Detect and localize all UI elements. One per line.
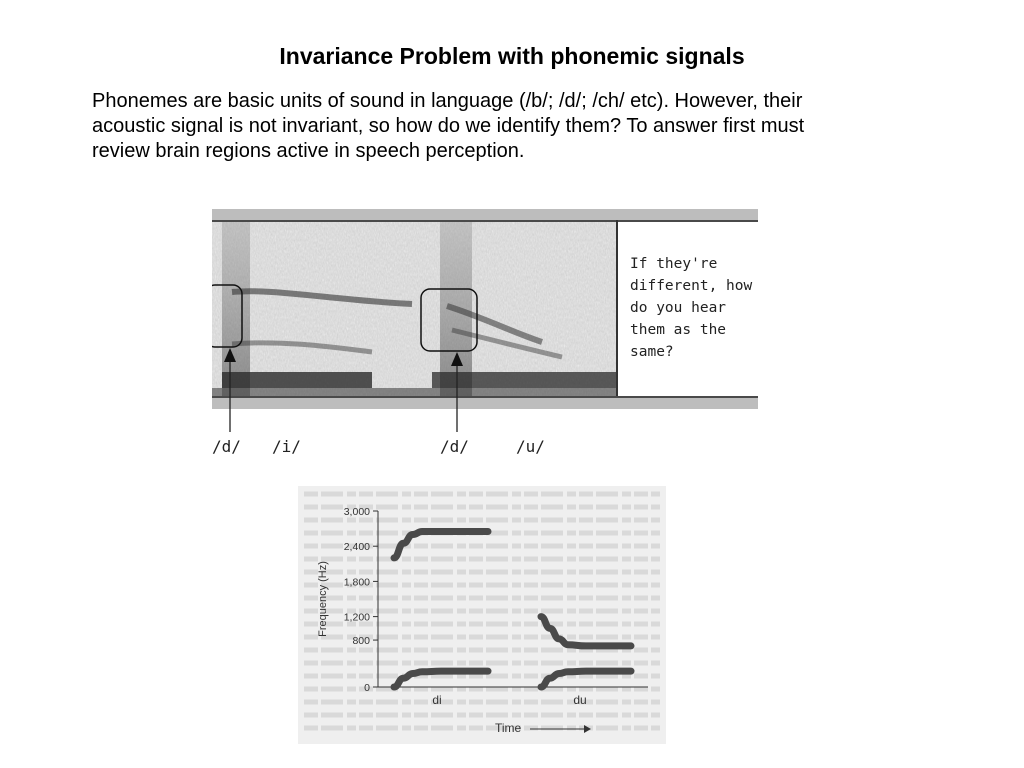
spectrogram-note: If they're different, how do you hear them as the same? [630, 256, 753, 360]
y-tick-label: 0 [364, 682, 370, 694]
phoneme-label-d1: /d/ [212, 437, 241, 456]
x-category-label: du [573, 693, 587, 707]
y-tick-label: 2,400 [343, 541, 370, 554]
formant-line-du-f1 [541, 671, 631, 687]
spectrogram-divider [616, 220, 618, 398]
body-line: review brain regions active in speech perception. [92, 140, 525, 162]
y-tick-label: 3,000 [343, 506, 370, 518]
slide-title: Invariance Problem with phonemic signals [279, 43, 745, 69]
phoneme-arrows [200, 340, 500, 440]
phoneme-label-d2: /d/ [440, 437, 469, 456]
y-axis-label: Frequency (Hz) [317, 561, 329, 637]
body-line: acoustic signal is not invariant, so how do we identify them? To answer first must [92, 115, 805, 137]
y-tick-label: 800 [352, 635, 370, 648]
formant-chart [298, 486, 666, 744]
y-tick-label: 1,200 [343, 611, 370, 624]
x-axis-label: Time [495, 721, 522, 735]
y-tick-label: 1,800 [343, 576, 370, 589]
formant-line-di-f1 [394, 671, 488, 687]
phoneme-label-u: /u/ [516, 437, 545, 456]
phoneme-label-i: /i/ [272, 437, 301, 456]
formant-line-du-f2 [541, 617, 631, 646]
body-line: Phonemes are basic units of sound in language (/b/; /d/; /ch/ etc). However, their [92, 90, 803, 112]
formant-chart-panel [298, 486, 666, 744]
x-category-label: di [432, 693, 442, 707]
slide-body-text [92, 89, 962, 164]
spectrogram-top-border [212, 209, 758, 220]
